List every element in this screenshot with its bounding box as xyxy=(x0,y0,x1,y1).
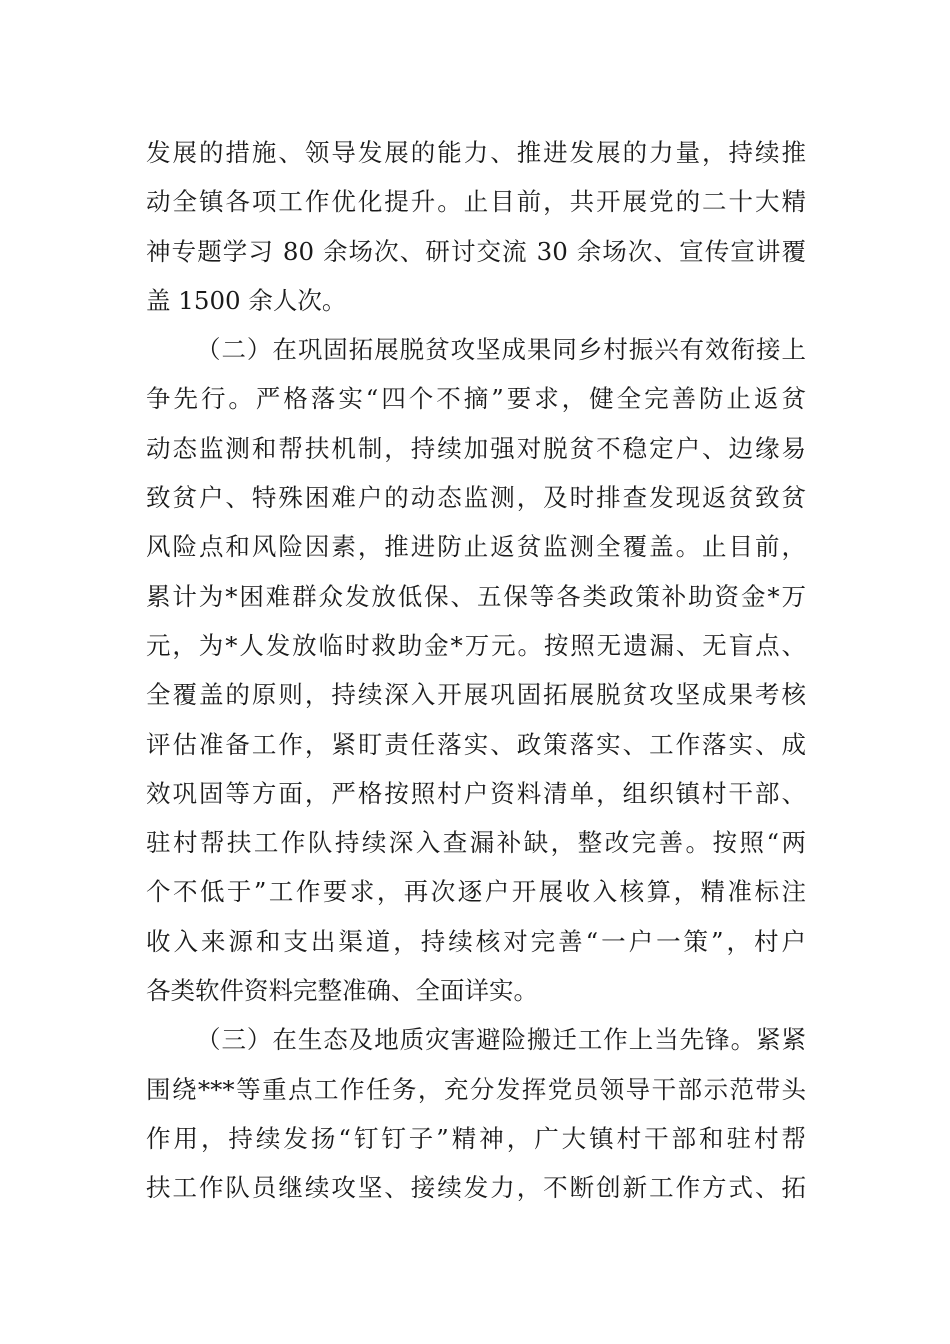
text-line: 神专题学习 80 余场次、研讨交流 30 余场次、宣传宣讲覆 xyxy=(146,236,806,266)
text-line: 盖 1500 余人次。 xyxy=(146,285,347,315)
text-line: 风险点和风险因素，推进防止返贫监测全覆盖。止目前， xyxy=(146,532,806,562)
text-line: 扶工作队员继续攻坚、接续发力，不断创新工作方式、拓 xyxy=(146,1173,806,1203)
text-line: 动全镇各项工作优化提升。止目前，共开展党的二十大精 xyxy=(146,187,806,217)
text-line: 效巩固等方面，严格按照村户资料清单，组织镇村干部、 xyxy=(146,778,806,808)
text-line: 争先行。严格落实“四个不摘”要求，健全完善防止返贫 xyxy=(146,384,806,414)
text-line: 个不低于”工作要求，再次逐户开展收入核算，精准标注 xyxy=(146,877,806,907)
text-line: 累计为*困难群众发放低保、五保等各类政策补助资金*万 xyxy=(146,581,806,611)
text-line: 元，为*人发放临时救助金*万元。按照无遗漏、无盲点、 xyxy=(146,630,806,660)
text-line: 作用，持续发扬“钉钉子”精神，广大镇村干部和驻村帮 xyxy=(146,1123,806,1153)
text-line: 围绕***等重点工作任务，充分发挥党员领导干部示范带头 xyxy=(146,1074,806,1104)
text-line: 发展的措施、领导发展的能力、推进发展的力量，持续推 xyxy=(146,138,806,167)
text-line: 收入来源和支出渠道，持续核对完善“一户一策”，村户 xyxy=(146,926,806,956)
text-line: 评估准备工作，紧盯责任落实、政策落实、工作落实、成 xyxy=(146,729,806,759)
text-line: 各类软件资料完整准确、全面详实。 xyxy=(146,976,538,1006)
section-heading-line: （二）在巩固拓展脱贫攻坚成果同乡村振兴有效衔接上 xyxy=(196,335,806,365)
text-line: 动态监测和帮扶机制，持续加强对脱贫不稳定户、边缘易 xyxy=(146,433,806,463)
text-line: 驻村帮扶工作队持续深入查漏补缺，整改完善。按照“两 xyxy=(146,828,806,858)
document-body xyxy=(146,128,806,1213)
text-line: 全覆盖的原则，持续深入开展巩固拓展脱贫攻坚成果考核 xyxy=(146,680,806,710)
text-line: 致贫户、特殊困难户的动态监测，及时排查发现返贫致贫 xyxy=(146,483,806,513)
section-heading-line: （三）在生态及地质灾害避险搬迁工作上当先锋。紧紧 xyxy=(196,1025,806,1055)
